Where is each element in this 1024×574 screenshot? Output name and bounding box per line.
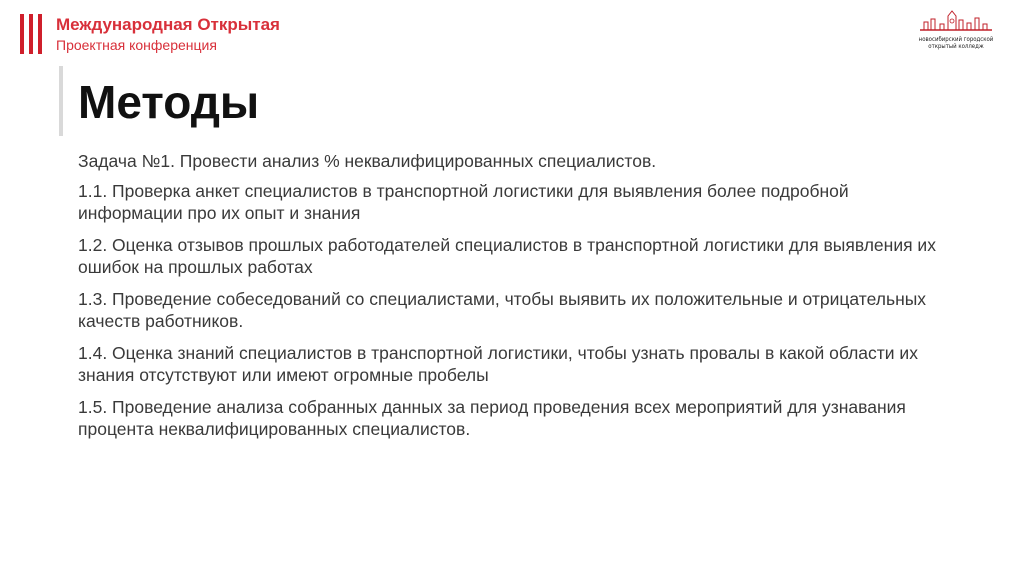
college-name: [918, 36, 994, 50]
slide-title: Методы: [78, 76, 260, 128]
method-paragraph-1-1: 1.1. Проверка анкет специалистов в транспортной логистики для выявления более подробной информации про их опыт и знания: [78, 181, 849, 223]
title-accent-line: [59, 66, 63, 136]
brand-title: Международная Открытая: [56, 15, 280, 34]
slide-content: [78, 150, 948, 450]
brand-text: [56, 14, 280, 54]
college-name-line1: новосибирский городской: [918, 36, 994, 43]
task-paragraph: Задача №1. Провести анализ % неквалифицированных специалистов.: [78, 151, 657, 171]
method-paragraph-1-5: 1.5. Проведение анализа собранных данных за период проведения всех мероприятий для узнавания процента неквалифицированных специалистов.: [78, 397, 906, 439]
conference-brand: [20, 14, 280, 54]
method-paragraph-1-2: 1.2. Оценка отзывов прошлых работодателей специалистов в транспортной логистики для выявления их ошибок на прошлых работах: [78, 235, 936, 277]
college-logo: [918, 8, 994, 58]
brand-subtitle: Проектная конференция: [56, 37, 217, 53]
method-paragraph-1-4: 1.4. Оценка знаний специалистов в транспортной логистики, чтобы узнать провалы в какой области их знания отсутствуют или имеют огромные пробелы: [78, 343, 918, 385]
method-paragraph-1-3: 1.3. Проведение собеседований со специалистами, чтобы выявить их положительные и отрицательных качеств работников.: [78, 289, 927, 331]
college-skyline-icon: [918, 8, 994, 36]
brand-bars-icon: [20, 14, 42, 54]
college-name-line2: открытый колледж: [928, 43, 984, 50]
